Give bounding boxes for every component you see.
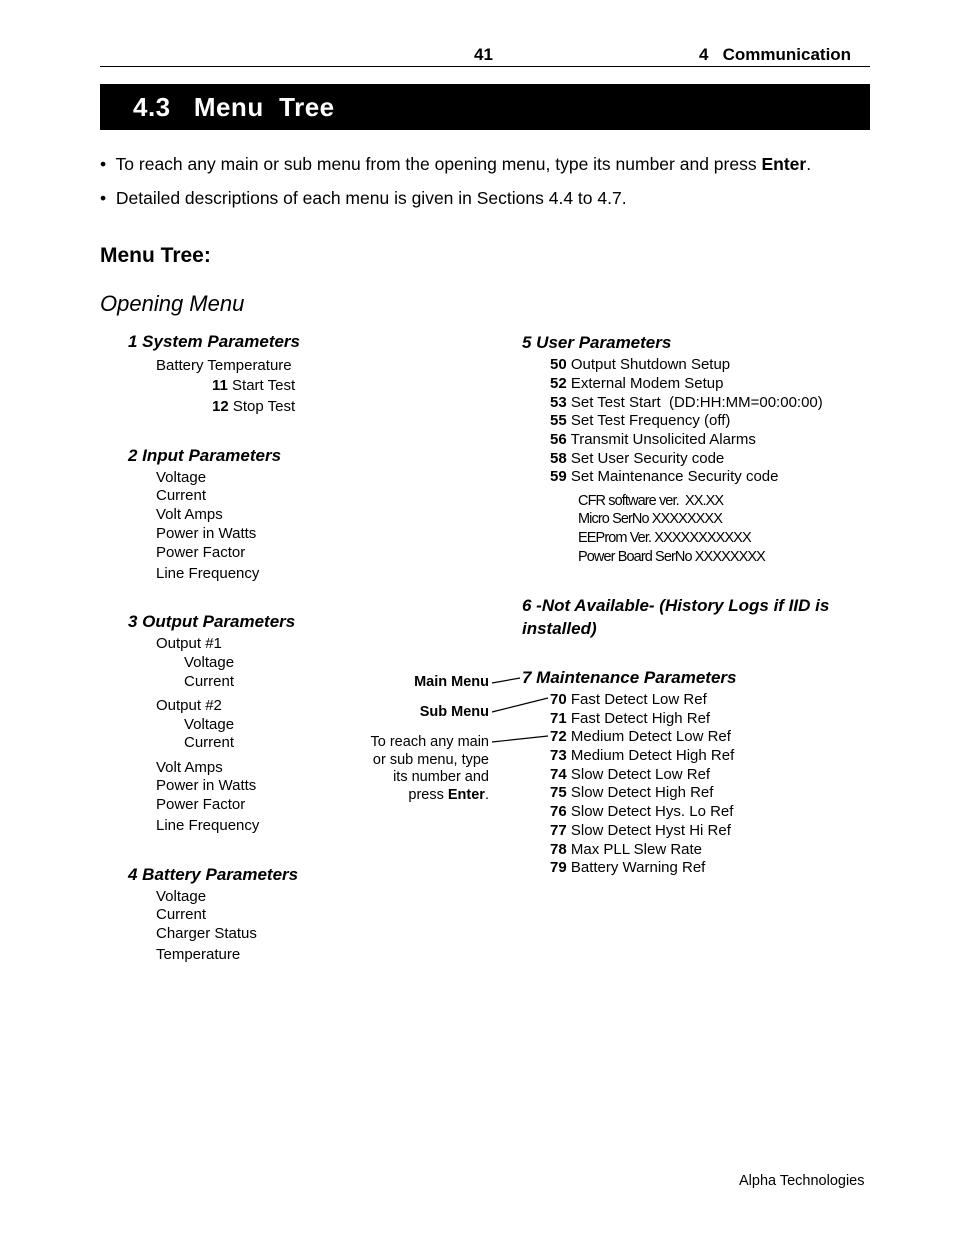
list-item: Line Frequency bbox=[156, 817, 260, 834]
submenu-item: 56 Transmit Unsolicited Alarms bbox=[550, 431, 756, 448]
list-item: Current bbox=[184, 734, 235, 751]
list-item: Power Factor bbox=[156, 796, 246, 813]
submenu-item: 79 Battery Warning Ref bbox=[550, 859, 706, 876]
submenu-item: 12 Stop Test bbox=[212, 398, 296, 415]
submenu-item: 58 Set User Security code bbox=[550, 450, 725, 467]
menu-system-parameters: 1 System Parameters bbox=[128, 332, 301, 351]
submenu-item: 52 External Modem Setup bbox=[550, 375, 724, 392]
list-item: Voltage bbox=[184, 654, 235, 671]
submenu-item: 77 Slow Detect Hyst Hi Ref bbox=[550, 822, 731, 839]
list-item: Current bbox=[156, 906, 207, 923]
legend-main-menu: Main Menu bbox=[414, 674, 489, 690]
output-2-label: Output #2 bbox=[156, 697, 222, 714]
chapter-title: 4 Communication bbox=[699, 45, 852, 64]
list-item: Current bbox=[156, 487, 207, 504]
menu-battery-parameters: 4 Battery Parameters bbox=[128, 865, 299, 884]
opening-menu-label: Opening Menu bbox=[100, 291, 245, 316]
submenu-item: 76 Slow Detect Hys. Lo Ref bbox=[550, 803, 734, 820]
menu-output-parameters: 3 Output Parameters bbox=[128, 612, 296, 631]
footer-company: Alpha Technologies bbox=[739, 1173, 865, 1189]
submenu-item: 59 Set Maintenance Security code bbox=[550, 468, 779, 485]
note-connector bbox=[492, 736, 548, 742]
list-item: Power in Watts bbox=[156, 525, 257, 542]
submenu-item: 71 Fast Detect High Ref bbox=[550, 710, 711, 727]
list-item: Voltage bbox=[184, 716, 235, 733]
list-item: Charger Status bbox=[156, 925, 257, 942]
info-line: CFR software ver. XX.XX bbox=[578, 493, 724, 509]
bullet-2: • Detailed descriptions of each menu is given in Sections 4.4 to 4.7. bbox=[100, 188, 627, 208]
menu-maintenance-parameters: 7 Maintenance Parameters bbox=[522, 668, 737, 687]
submenu-item: 72 Medium Detect Low Ref bbox=[550, 728, 731, 745]
menu-history-logs: 6 -Not Available- (History Logs if IID is bbox=[522, 596, 830, 615]
submenu-item: 55 Set Test Frequency (off) bbox=[550, 412, 731, 429]
sub-menu-connector bbox=[492, 698, 548, 712]
legend-note: To reach any main or sub menu, type its number and press Enter. bbox=[370, 734, 489, 803]
info-line: EEProm Ver. XXXXXXXXXXX bbox=[578, 530, 751, 546]
submenu-item: 73 Medium Detect High Ref bbox=[550, 747, 735, 764]
menu-history-logs-line2: installed) bbox=[522, 619, 597, 638]
menu-user-parameters: 5 User Parameters bbox=[522, 333, 672, 352]
list-item: Battery Temperature bbox=[156, 357, 292, 374]
list-item: Volt Amps bbox=[156, 506, 223, 523]
submenu-item: 78 Max PLL Slew Rate bbox=[550, 841, 703, 858]
list-item: Voltage bbox=[156, 888, 207, 905]
info-line: Power Board SerNo XXXXXXXX bbox=[578, 549, 765, 565]
list-item: Volt Amps bbox=[156, 759, 223, 776]
list-item: Temperature bbox=[156, 946, 241, 963]
submenu-item: 70 Fast Detect Low Ref bbox=[550, 691, 707, 708]
bullet-1: • To reach any main or sub menu from the opening menu, type its number and press Enter. bbox=[100, 154, 812, 174]
main-menu-connector bbox=[492, 678, 520, 683]
submenu-item: 50 Output Shutdown Setup bbox=[550, 356, 731, 373]
submenu-item: 53 Set Test Start (DD:HH:MM=00:00:00) bbox=[550, 394, 823, 411]
menu-input-parameters: 2 Input Parameters bbox=[128, 446, 282, 465]
submenu-item: 11 Start Test bbox=[212, 377, 296, 394]
submenu-item: 74 Slow Detect Low Ref bbox=[550, 766, 711, 783]
section-title: 4.3 Menu Tree bbox=[133, 92, 335, 122]
page-number: 41 bbox=[474, 45, 493, 64]
output-1-label: Output #1 bbox=[156, 635, 222, 652]
list-item: Power in Watts bbox=[156, 777, 257, 794]
submenu-item: 75 Slow Detect High Ref bbox=[550, 784, 714, 801]
list-item: Power Factor bbox=[156, 544, 246, 561]
list-item: Line Frequency bbox=[156, 565, 260, 582]
list-item: Current bbox=[184, 673, 235, 690]
menu-tree-heading: Menu Tree: bbox=[100, 244, 211, 267]
info-line: Micro SerNo XXXXXXXX bbox=[578, 511, 722, 527]
legend-sub-menu: Sub Menu bbox=[419, 704, 489, 720]
list-item: Voltage bbox=[156, 469, 207, 486]
